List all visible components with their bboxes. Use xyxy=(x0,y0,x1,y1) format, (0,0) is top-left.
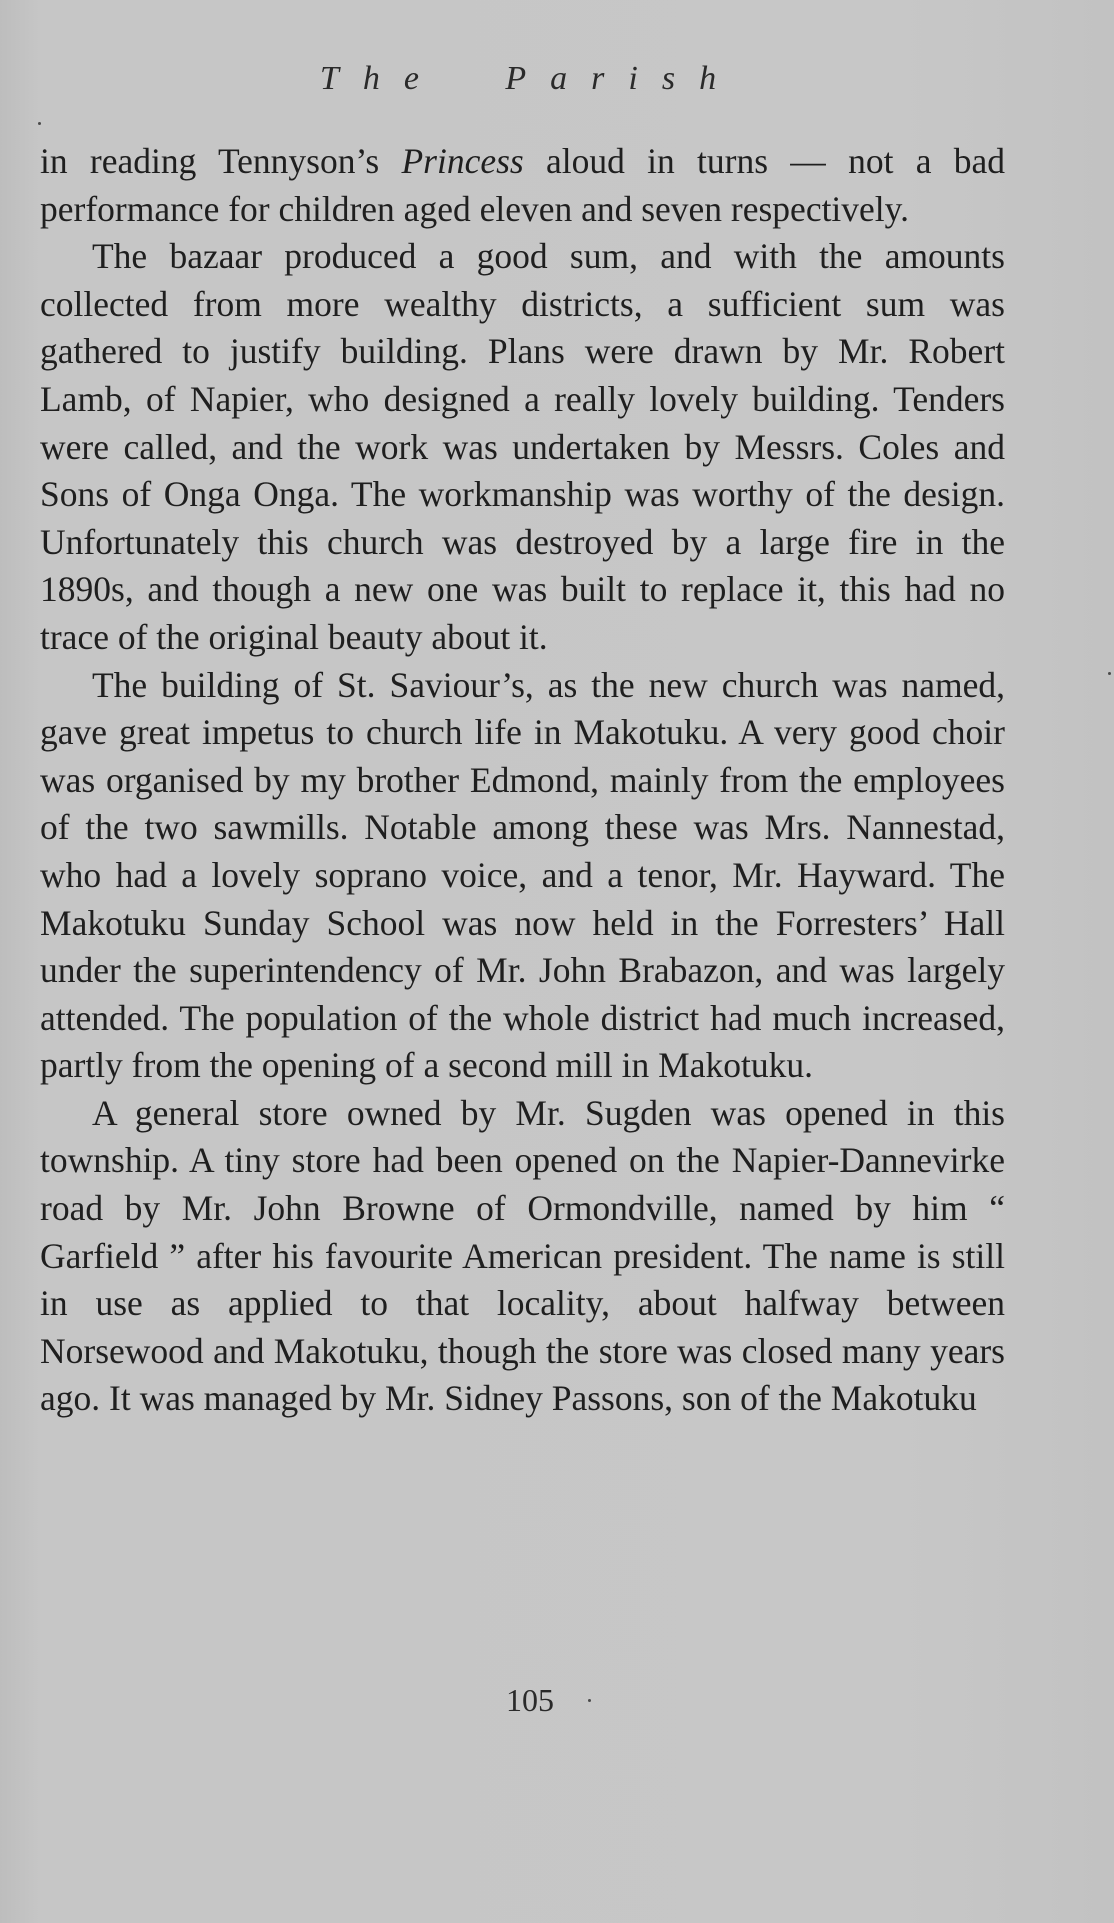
paragraph-1 xyxy=(40,138,1005,233)
book-title-princess: Princess xyxy=(401,141,524,181)
paragraph-1-text-a: in reading Tennyson’s xyxy=(40,141,402,181)
paragraph-2 xyxy=(40,233,1005,661)
paragraph-3 xyxy=(40,662,1005,1090)
paper-speck xyxy=(38,122,41,125)
body-text xyxy=(40,138,1005,1423)
paragraph-4-text: A general store owned by Mr. Sugden was opened in this township. A tiny store had been opened on the Napier-Dannevirke road by Mr. John Browne of Ormondville, named by him “ Garfield ” after his favourite American president. The name is still in use as applied to that locality, about halfway between Norsewood and Makotuku, though the store was closed many years ago. It was managed by Mr. Sidney Passons, son of the Makotuku xyxy=(40,1092,1005,1419)
paragraph-4 xyxy=(40,1090,1005,1423)
paragraph-3-text: The building of St. Saviour’s, as the new church was named, gave great impetus to church life in Makotuku. A very good choir was organised by my brother Edmond, mainly from the employees of the two sawmills. Notable among these was Mrs. Nannestad, who had a lovely soprano voice, and a tenor, Mr. Hayward. The Makotuku Sunday School was now held in the Forresters’ Hall under the superintendency of Mr. John Brabazon, and was largely attended. The population of the whole district had much increased, partly from the opening of a second mill in Makotuku. xyxy=(40,664,1005,1086)
paper-speck xyxy=(1108,672,1111,675)
paper-speck xyxy=(588,1699,591,1702)
paragraph-2-text: The bazaar produced a good sum, and with the amounts collected from more wealthy districts, a sufficient sum was gathered to justify building. Plans were drawn by Mr. Robert Lamb, of Napier, who designed a really lovely building. Tenders were called, and the work was undertaken by Messrs. Coles and Sons of Onga Onga. The workmanship was worthy of the design. Unfortunately this church was destroyed by a large fire in the 1890s, and though a new one was built to replace it, this had no trace of the original beauty about it. xyxy=(40,236,1005,657)
page-number: 105 xyxy=(506,1682,554,1718)
paragraph-1-text-b: aloud in turns — not a bad performance for children aged eleven and seven respectively. xyxy=(40,141,1005,229)
running-head: The Parish xyxy=(319,60,741,97)
